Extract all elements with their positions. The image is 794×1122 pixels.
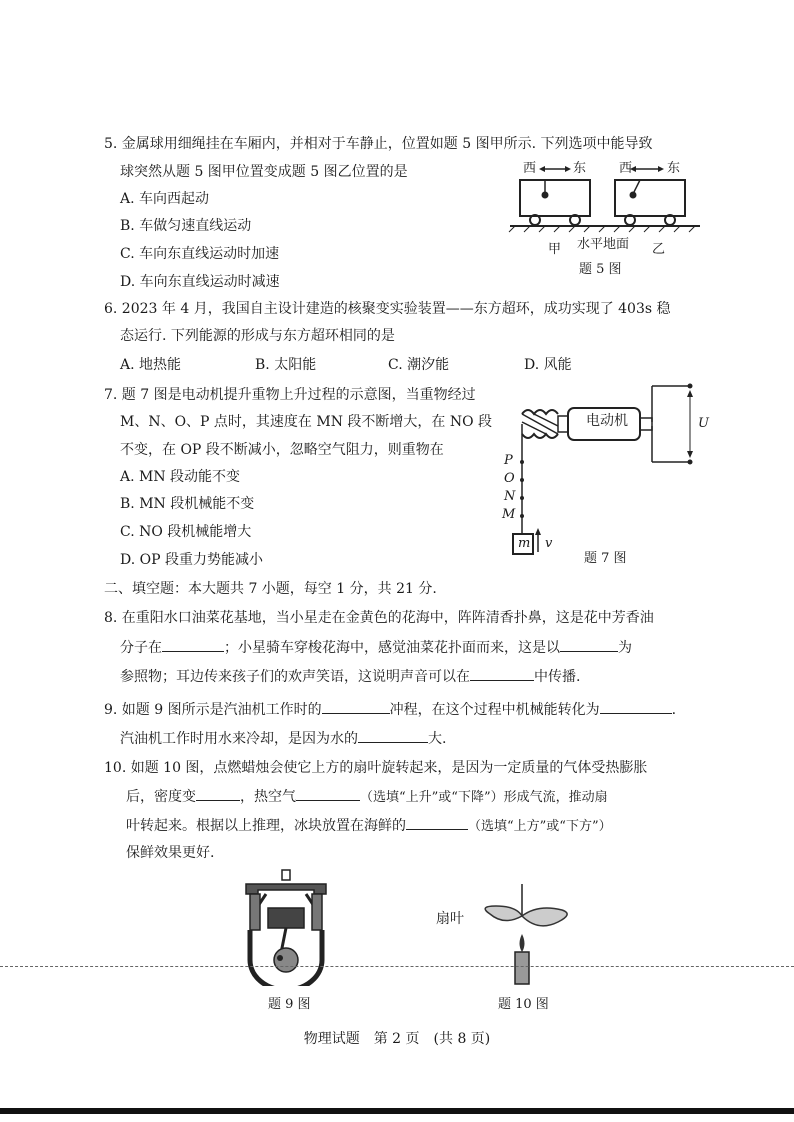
q8-text: 中传播. [534, 669, 581, 685]
fig7-u-label: U [698, 416, 709, 431]
q5-option-b: B. 车做匀速直线运动 [120, 218, 252, 234]
q9-text: . [671, 702, 677, 718]
figure-7 [498, 380, 708, 560]
q8-text: 分子在 [120, 640, 162, 656]
fig7-n-label: N [504, 489, 516, 504]
q9-blank-2[interactable] [600, 699, 672, 714]
q5-option-d: D. 车向东直线运动时减速 [120, 274, 280, 290]
q7-option-d: D. OP 段重力势能减小 [120, 552, 263, 568]
q8-line2 [120, 637, 632, 658]
q9-line1 [104, 699, 676, 720]
q8-blank-3[interactable] [470, 666, 534, 681]
candle [515, 952, 529, 984]
figure-9 [236, 868, 336, 986]
fig7-caption: 题 7 图 [584, 551, 627, 566]
q7-line2: M、N、O、P 点时，其速度在 MN 段不断增大，在 NO 段 [120, 414, 493, 430]
q10-line3 [126, 815, 612, 837]
q8-text: 参照物；耳边传来孩子们的欢声笑语，这说明声音可以在 [120, 669, 470, 685]
fig7-o-label: O [504, 471, 515, 486]
fan-blade-right [522, 908, 567, 926]
q7-line3: 不变，在 OP 段不断减小，忽略空气阻力，则重物在 [120, 442, 444, 458]
fig7-m-label: M [502, 507, 516, 522]
fig5-label-yi: 乙 [652, 242, 666, 257]
q6-option-d: D. 风能 [524, 357, 572, 373]
q5-line2: 球突然从题 5 图甲位置变成题 5 图乙位置的是 [120, 164, 408, 180]
q6-option-a: A. 地热能 [120, 357, 182, 373]
fig5-caption: 题 5 图 [579, 262, 622, 277]
q8-blank-1[interactable] [162, 637, 224, 652]
figure-10 [470, 880, 580, 990]
q5-option-a: A. 车向西起动 [120, 191, 210, 207]
piston [268, 908, 304, 928]
q6-option-b: B. 太阳能 [255, 357, 317, 373]
q10-text: 叶转起来。根据以上推理，冰块放置在海鲜的 [126, 818, 406, 834]
car-jia [520, 180, 590, 216]
q9-line2 [120, 728, 446, 749]
fig7-p-label: P [504, 453, 513, 468]
q10-text: 后，密度变 [126, 789, 196, 805]
fig5-label-jia: 甲 [548, 242, 562, 257]
q9-text: 大. [428, 731, 447, 747]
fig10-blade-label: 扇叶 [436, 911, 464, 927]
q9-blank-3[interactable] [358, 728, 428, 743]
q9-text: 冲程，在这个过程中机械能转化为 [389, 702, 600, 718]
ball-jia [542, 192, 549, 199]
q7-line1: 7. 题 7 图是电动机提升重物上升过程的示意图，当重物经过 [104, 387, 476, 403]
q10-text: （选填“上升”或“下降”）形成气流，推动扇 [360, 790, 608, 805]
q10-line2 [126, 786, 608, 808]
q7-option-a: A. MN 段动能不变 [120, 469, 241, 485]
q5-option-c: C. 车向东直线运动时加速 [120, 246, 280, 262]
q8-line3 [120, 666, 580, 687]
fold-line [0, 966, 794, 967]
page-footer: 物理试题 第 2 页 (共 8 页) [303, 1031, 491, 1047]
fig7-v-label: v [545, 536, 553, 551]
q9-blank-1[interactable] [322, 699, 390, 714]
q10-text: ，热空气 [240, 789, 296, 805]
q7-option-b: B. MN 段机械能不变 [120, 496, 255, 512]
q6-line1: 6. 2023 年 4 月，我国自主设计建造的核聚变实验装置——东方超环，成功实现了 403s 稳 [104, 301, 671, 317]
q6-line2: 态运行. 下列能源的形成与东方超环相同的是 [120, 328, 395, 344]
fig5-east-yi: 东 [667, 161, 681, 176]
q10-blank-1[interactable] [196, 786, 240, 801]
q10-text: （选填“上方”或“下方”） [468, 819, 612, 834]
fig7-mass-label: m [518, 536, 531, 551]
fan-blade-left [485, 906, 522, 921]
q8-text: 为 [618, 640, 632, 656]
q9-text: 9. 如题 9 图所示是汽油机工作时的 [104, 702, 322, 718]
q10-blank-2[interactable] [296, 786, 360, 801]
q6-option-c: C. 潮汐能 [388, 357, 450, 373]
q10-line1: 10. 如题 10 图，点燃蜡烛会使它上方的扇叶旋转起来，是因为一定质量的气体受热膨胀 [104, 760, 648, 776]
q9-text: 汽油机工作时用水来冷却，是因为水的 [120, 731, 358, 747]
section-2-title: 二、填空题：本大题共 7 小题，每空 1 分，共 21 分. [104, 581, 437, 597]
q8-blank-2[interactable] [560, 637, 618, 652]
q5-line1: 5. 金属球用细绳挂在车厢内，并相对于车静止，位置如题 5 图甲所示. 下列选项中能导致 [104, 136, 653, 152]
fig5-ground-label: 水平地面 [577, 237, 630, 252]
fig5-west-jia: 西 [523, 161, 537, 176]
fig10-caption: 题 10 图 [498, 997, 549, 1012]
q10-blank-3[interactable] [406, 815, 468, 830]
q10-line4: 保鲜效果更好. [126, 845, 215, 861]
fig5-west-yi: 西 [619, 161, 633, 176]
fig5-east-jia: 东 [573, 161, 587, 176]
fig9-caption: 题 9 图 [268, 997, 311, 1012]
q7-option-c: C. NO 段机械能增大 [120, 524, 252, 540]
q8-text: ；小星骑车穿梭花海中，感觉油菜花扑面而来，这是以 [224, 640, 560, 656]
fig7-motor-label: 电动机 [586, 413, 628, 429]
q8-line1: 8. 在重阳水口油菜花基地，当小星走在金黄色的花海中，阵阵清香扑鼻，这是花中芳香油 [104, 610, 654, 626]
ball-yi [630, 192, 637, 199]
bottom-bar [0, 1108, 794, 1114]
car-yi [615, 180, 685, 216]
